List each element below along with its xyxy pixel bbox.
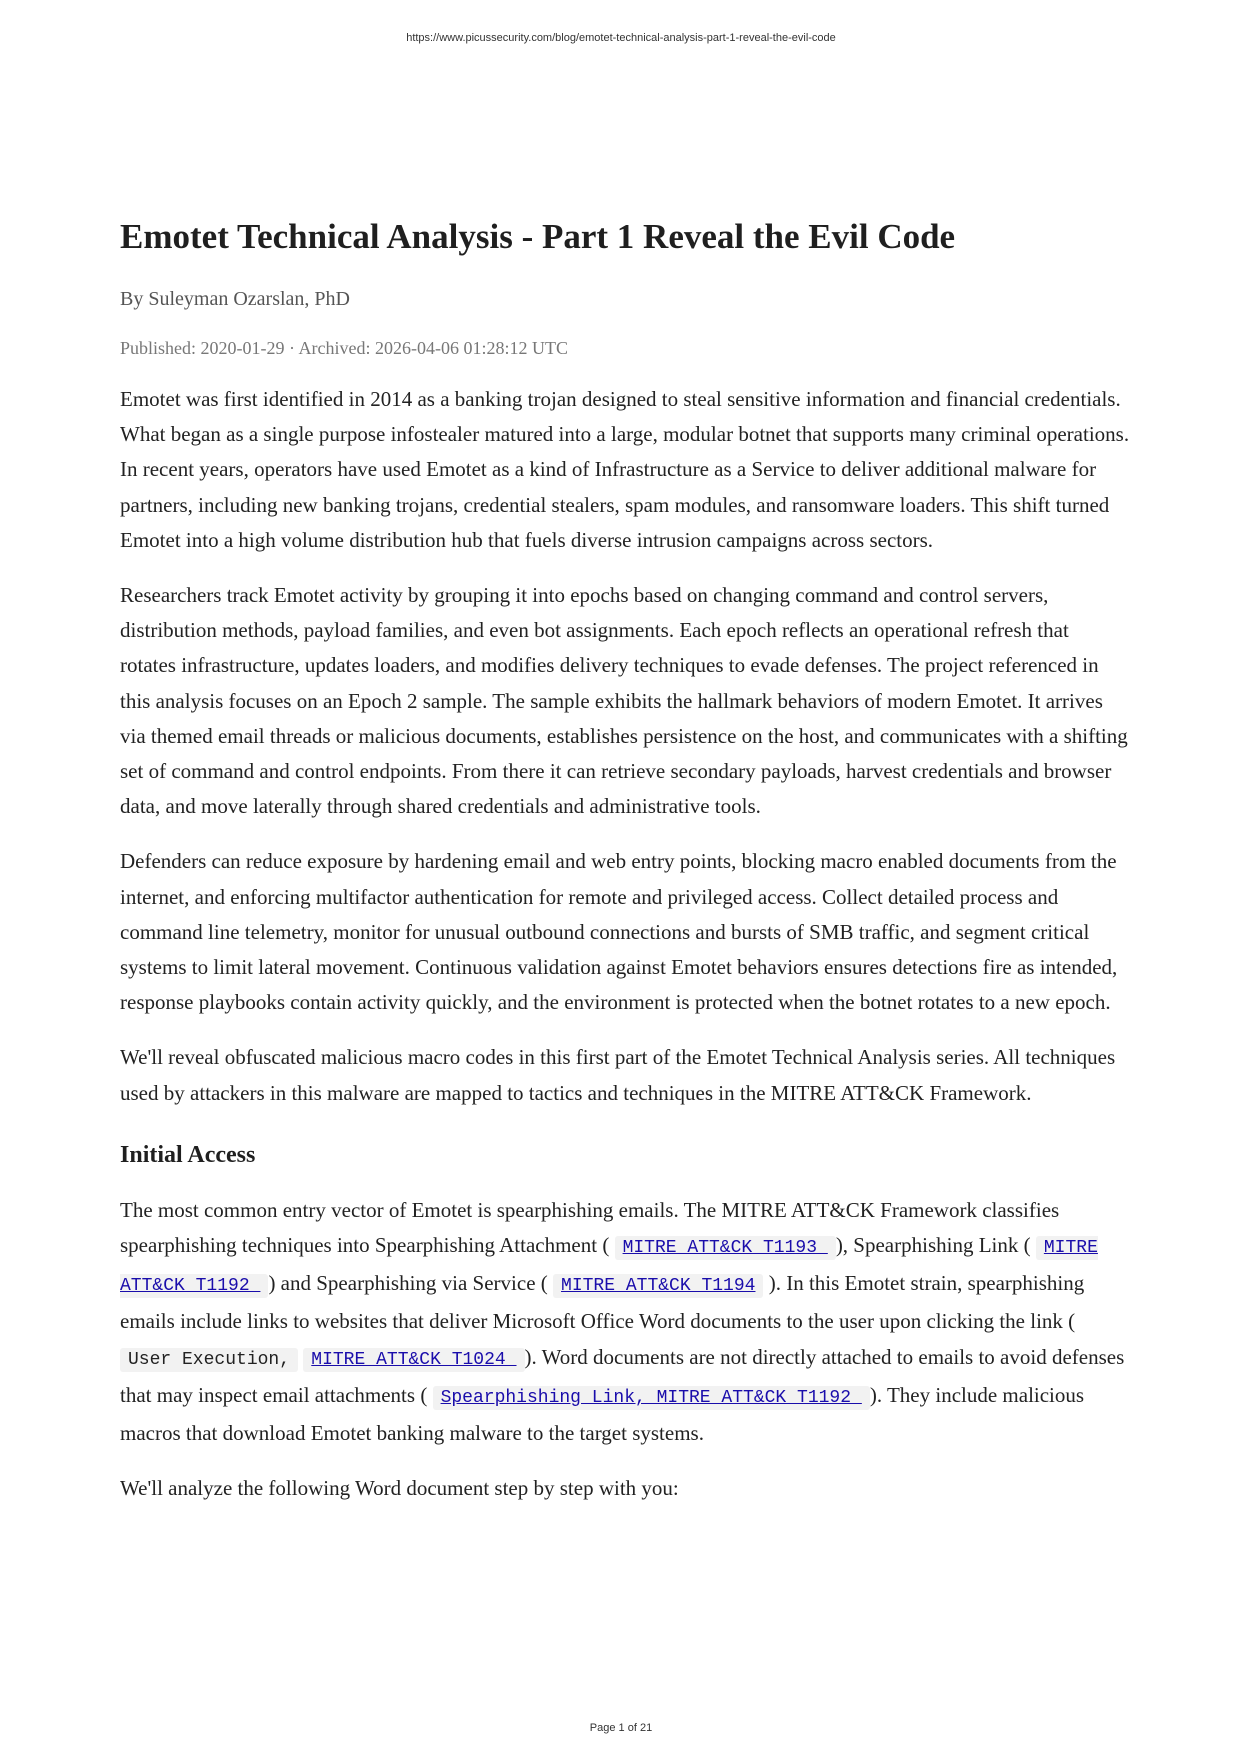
code-user-execution: User Execution, <box>120 1348 298 1372</box>
link-mitre-t1194[interactable]: MITRE ATT&CK T1194 <box>553 1274 763 1298</box>
page-url: https://www.picussecurity.com/blog/emotet-technical-analysis-part-1-reveal-the-evil-code <box>406 32 836 44</box>
article-byline: By Suleyman Ozarslan, PhD <box>120 288 350 310</box>
link-spearphishing-t1192[interactable]: Spearphishing Link, MITRE ATT&CK T1192 <box>433 1386 870 1410</box>
paragraph-defenders: Defenders can reduce exposure by hardening email and web entry points, blocking macro enabled documents from the internet, and enforcing multifactor authentication for remote and privileged access. Collect detailed process and command line telemetry, monitor for unusual outbound connections and bursts of SMB traffic, and segment critical systems to limit lateral movement. Continuous validation against Emotet behaviors ensures detections fire as intended, response playbooks contain activity quickly, and the environment is protected when the botnet rotates to a new epoch. <box>120 849 1118 1015</box>
paragraph-closing: We'll analyze the following Word document step by step with you: <box>120 1476 679 1501</box>
paragraph-epochs: Researchers track Emotet activity by grouping it into epochs based on changing command and control servers, distribution methods, payload families, and even bot assignments. Each epoch reflects an operational refresh that rotates infrastructure, updates loaders, and modifies delivery techniques to evade defenses. The project referenced in this analysis focuses on an Epoch 2 sample. The sample exhibits the hallmark behaviors of modern Emotet. It arrives via themed email threads or malicious documents, establishes persistence on the host, and communicates with a shifting set of command and control endpoints. From there it can retrieve secondary payloads, harvest credentials and browser data, and move laterally through shared credentials and administrative tools. <box>120 583 1128 819</box>
article-content <box>120 212 1130 1526</box>
article-meta: Published: 2020-01-29 · Archived: 2026-04-06 01:28:12 UTC <box>120 338 568 358</box>
text-segment: The most common entry vector of Emotet is spearphishing emails. The MITRE ATT&CK Framework classifies spearphishing techniques into Spearphishing Attachment ( <box>120 1197 1060 1258</box>
paragraph-series: We'll reveal obfuscated malicious macro codes in this first part of the Emotet Technical Analysis series. All techniques used by attackers in this malware are mapped to tactics and techniques in the MITRE ATT&CK Framework. <box>120 1045 1116 1105</box>
section-heading-initial-access: Initial Access <box>120 1141 256 1168</box>
text-segment: ). In this Emotet strain, spearphishing emails include links to websites that deliver Microsoft Office Word documents to the user upon clicking the link ( <box>120 1271 1085 1334</box>
link-mitre-t1193[interactable]: MITRE ATT&CK T1193 <box>615 1236 836 1260</box>
paragraph-intro: Emotet was first identified in 2014 as a banking trojan designed to steal sensitive information and financial credentials. What began as a single purpose infostealer matured into a large, modular botnet that supports many criminal operations. In recent years, operators have used Emotet as a kind of Infrastructure as a Service to deliver additional malware for partners, including new banking trojans, credential stealers, spam modules, and ransomware loaders. This shift turned Emotet into a high volume distribution hub that fuels diverse intrusion campaigns across sectors. <box>120 387 1130 552</box>
text-segment: ), Spearphishing Link ( <box>835 1233 1036 1258</box>
text-segment: ). Word documents are not directly attached to emails to avoid defenses that may inspect email attachments ( <box>120 1344 1125 1407</box>
link-mitre-t1192[interactable]: MITRE ATT&CK T1192 <box>120 1238 1098 1297</box>
paragraph-initial-access <box>120 1193 1130 1451</box>
text-segment: ) and Spearphishing via Service ( <box>268 1271 554 1296</box>
text-segment: ). They include malicious macros that download Emotet banking malware to the target systems. <box>120 1382 1085 1446</box>
link-mitre-t1024[interactable]: MITRE ATT&CK T1024 <box>303 1348 524 1372</box>
page-number: Page 1 of 21 <box>589 1722 653 1734</box>
article-title: Emotet Technical Analysis - Part 1 Reveal the Evil Code <box>120 217 956 256</box>
